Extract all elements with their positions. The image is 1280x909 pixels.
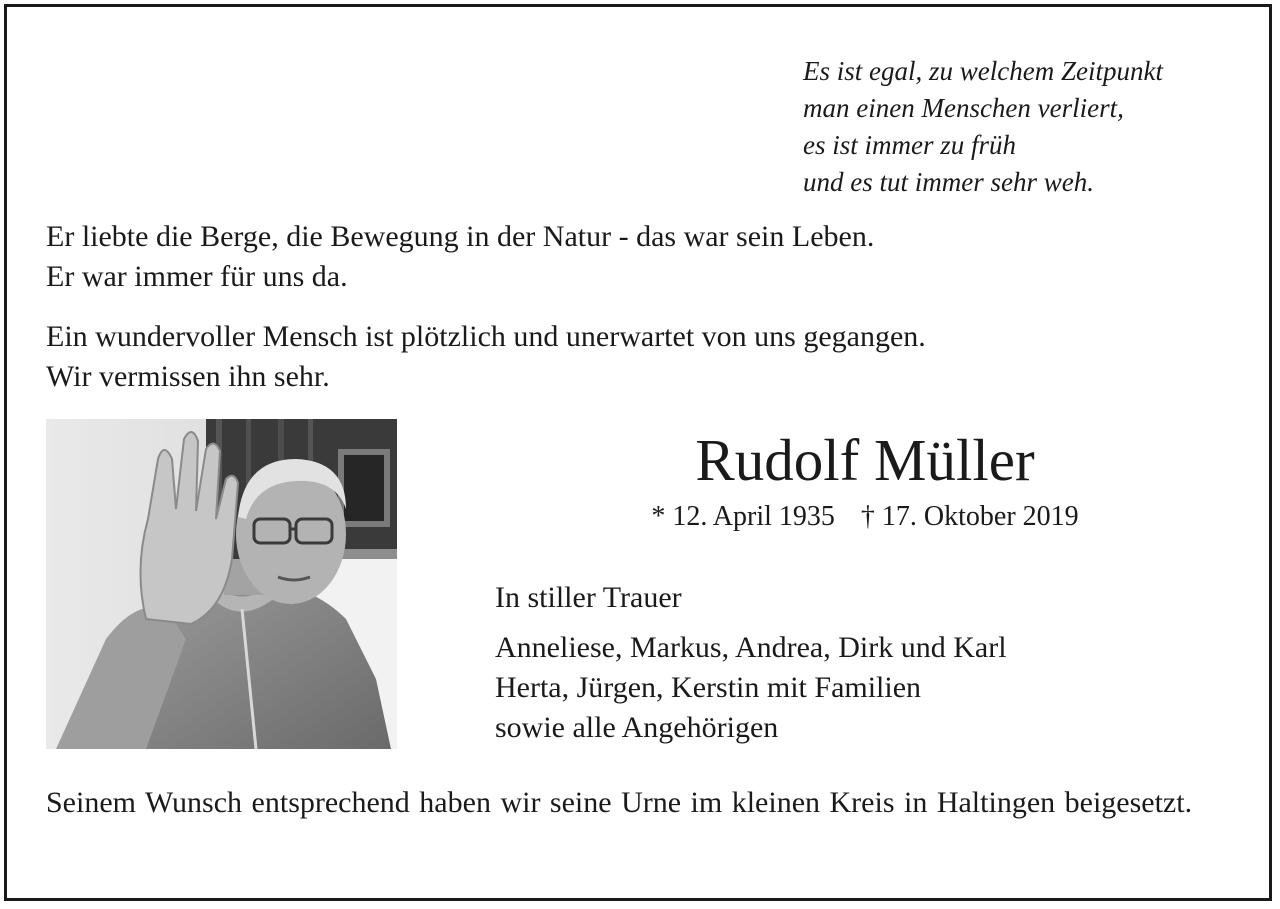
motto-line: Es ist egal, zu welchem Zeitpunkt [803, 56, 1163, 86]
intro-paragraph-2 [46, 317, 926, 397]
intro-line: Er war immer für uns da. [46, 260, 348, 293]
motto-quote [803, 53, 1263, 201]
motto-line: man einen Menschen verliert, [803, 93, 1124, 123]
intro-line: Wir vermissen ihn sehr. [46, 360, 330, 393]
life-dates [560, 497, 1170, 537]
mourner-line: Herta, Jürgen, Kerstin mit Familien [495, 671, 922, 704]
portrait-photo [46, 419, 397, 749]
mourning-heading: In stiller Trauer [495, 581, 682, 614]
mourner-line: Anneliese, Markus, Andrea, Dirk und Karl [495, 631, 1007, 664]
intro-paragraph-1 [46, 217, 874, 297]
intro-line: Er liebte die Berge, die Bewegung in der Natur - das war sein Leben. [46, 220, 875, 253]
intro-line: Ein wundervoller Mensch ist plötzlich und unerwartet von uns gegangen. [46, 320, 926, 353]
death-date: † 17. Oktober 2019 [860, 501, 1079, 532]
mourner-line: sowie alle Angehörigen [495, 711, 779, 744]
closing-note: Seinem Wunsch entsprechend haben wir seine Urne im kleinen Kreis in Haltingen beigesetzt. [46, 786, 1193, 819]
motto-line: es ist immer zu früh [803, 130, 1017, 160]
mourners-list [495, 628, 1007, 748]
motto-line: und es tut immer sehr weh. [803, 167, 1094, 197]
birth-date: * 12. April 1935 [651, 501, 835, 532]
deceased-name: Rudolf Müller [695, 427, 1035, 493]
portrait-image [46, 419, 397, 749]
